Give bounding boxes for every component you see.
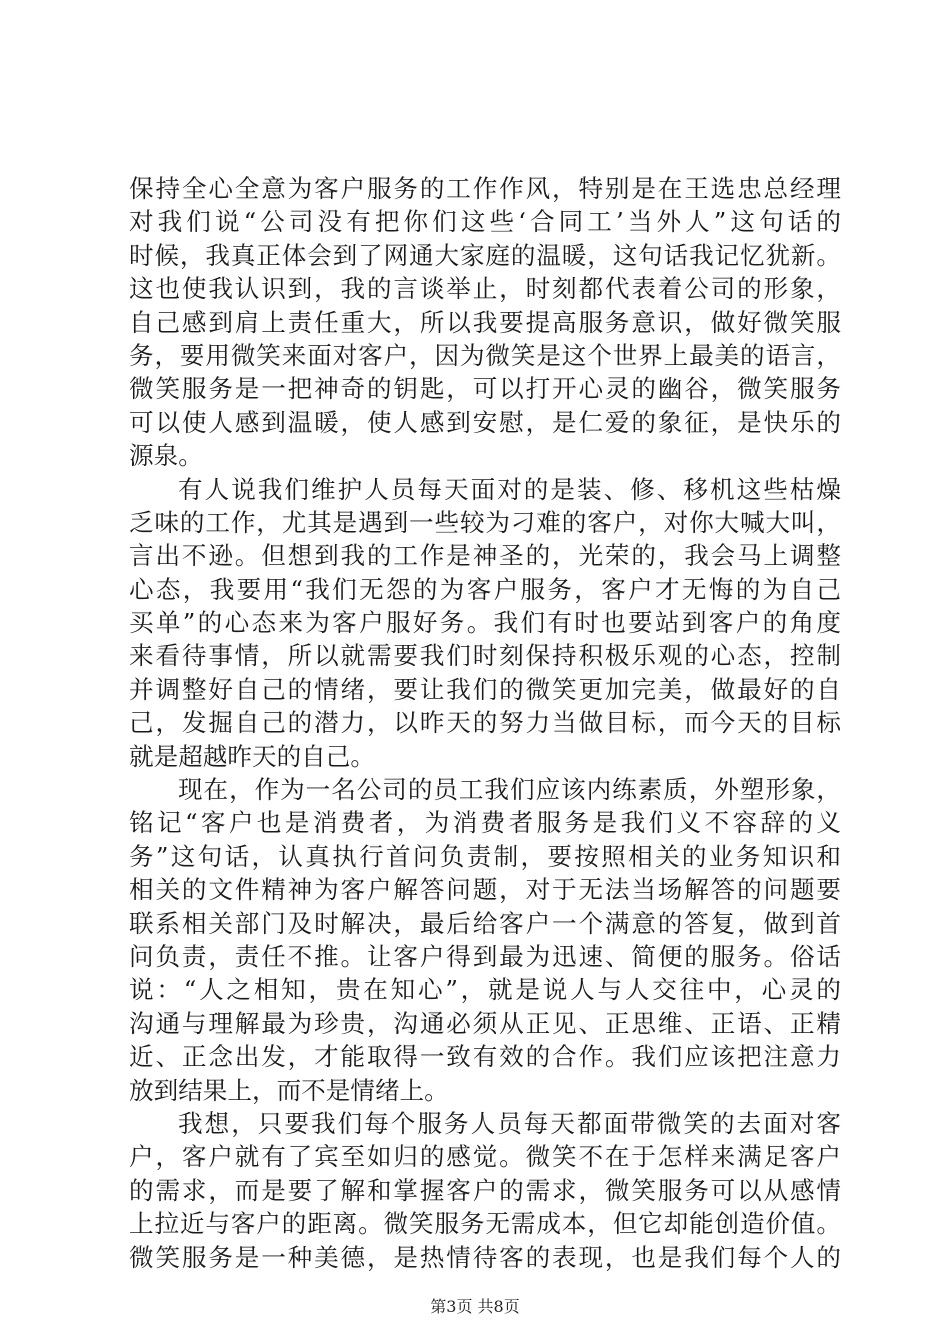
text-line: 心态，我要用“我们无怨的为客户服务，客户才无悔的为自己 (129, 574, 841, 604)
text-line: 可以使人感到温暖，使人感到安慰，是仁爱的象征，是快乐的 (129, 407, 841, 437)
text-line: 问负责，责任不推。让客户得到最为迅速、简便的服务。俗话 (129, 941, 841, 971)
text-line: 就是超越昨天的自己。 (129, 741, 375, 771)
text-line: 说：“人之相知，贵在知心”，就是说人与人交往中，心灵的 (129, 975, 841, 1005)
text-line: 买单”的心态来为客户服好务。我们有时也要站到客户的角度 (129, 608, 841, 638)
text-line: 联系相关部门及时解决，最后给客户一个满意的答复，做到首 (129, 908, 841, 938)
text-line: 时候，我真正体会到了网通大家庭的温暖，这句话我记忆犹新。 (129, 240, 841, 270)
text-line: 己，发掘自己的潜力，以昨天的努力当做目标，而今天的目标 (129, 708, 841, 738)
paragraph-first-line: 现在，作为一名公司的员工我们应该内练素质，外塑形象， (178, 775, 841, 805)
text-line: 微笑服务是一把神奇的钥匙，可以打开心灵的幽谷，微笑服务 (129, 374, 841, 404)
text-line: 这也使我认识到，我的言谈举止，时刻都代表着公司的形象， (129, 274, 841, 304)
text-line: 自己感到肩上责任重大，所以我要提高服务意识，做好微笑服 (129, 307, 841, 337)
text-line: 保持全心全意为客户服务的工作作风，特别是在王选忠总经理 (129, 174, 841, 203)
paragraph-first-line: 有人说我们维护人员每天面对的是装、修、移机这些枯燥 (178, 474, 841, 504)
text-line: 上拉近与客户的距离。微笑服务无需成本，但它却能创造价值。 (129, 1209, 841, 1239)
page-number-footer: 第3页 共8页 (430, 1297, 520, 1316)
text-line: 户，客户就有了宾至如归的感觉。微笑不在于怎样来满足客户 (129, 1142, 841, 1172)
text-line: 微笑服务是一种美德，是热情待客的表现，也是我们每个人的 (129, 1242, 841, 1272)
text-line: 铭记“客户也是消费者，为消费者服务是我们义不容辞的义 (129, 808, 841, 838)
text-line: 放到结果上，而不是情绪上。 (129, 1075, 449, 1105)
text-line: 乏味的工作，尤其是遇到一些较为刁难的客户，对你大喊大叫， (129, 507, 841, 537)
text-line: 的需求，而是要了解和掌握客户的需求，微笑服务可以从感情 (129, 1175, 841, 1205)
paragraph-first-line: 我想，只要我们每个服务人员每天都面带微笑的去面对客 (178, 1108, 841, 1138)
text-line: 沟通与理解最为珍贵，沟通必须从正见、正思维、正语、正精 (129, 1008, 841, 1038)
text-line: 务”这句话，认真执行首问负责制，要按照相关的业务知识和 (129, 841, 841, 871)
text-line: 相关的文件精神为客户解答问题，对于无法当场解答的问题要 (129, 875, 841, 905)
document-body (129, 172, 841, 1274)
text-line: 言出不逊。但想到我的工作是神圣的，光荣的，我会马上调整 (129, 541, 841, 571)
text-line: 并调整好自己的情绪，要让我们的微笑更加完美，做最好的自 (129, 674, 841, 704)
text-line: 对我们说“公司没有把你们这些‘合同工’当外人”这句话的 (129, 207, 841, 237)
text-line: 近、正念出发，才能取得一致有效的合作。我们应该把注意力 (129, 1042, 841, 1072)
text-line: 源泉。 (129, 441, 203, 471)
text-line: 来看待事情，所以就需要我们时刻保持积极乐观的心态，控制 (129, 641, 841, 671)
text-line: 务，要用微笑来面对客户，因为微笑是这个世界上最美的语言， (129, 340, 841, 370)
